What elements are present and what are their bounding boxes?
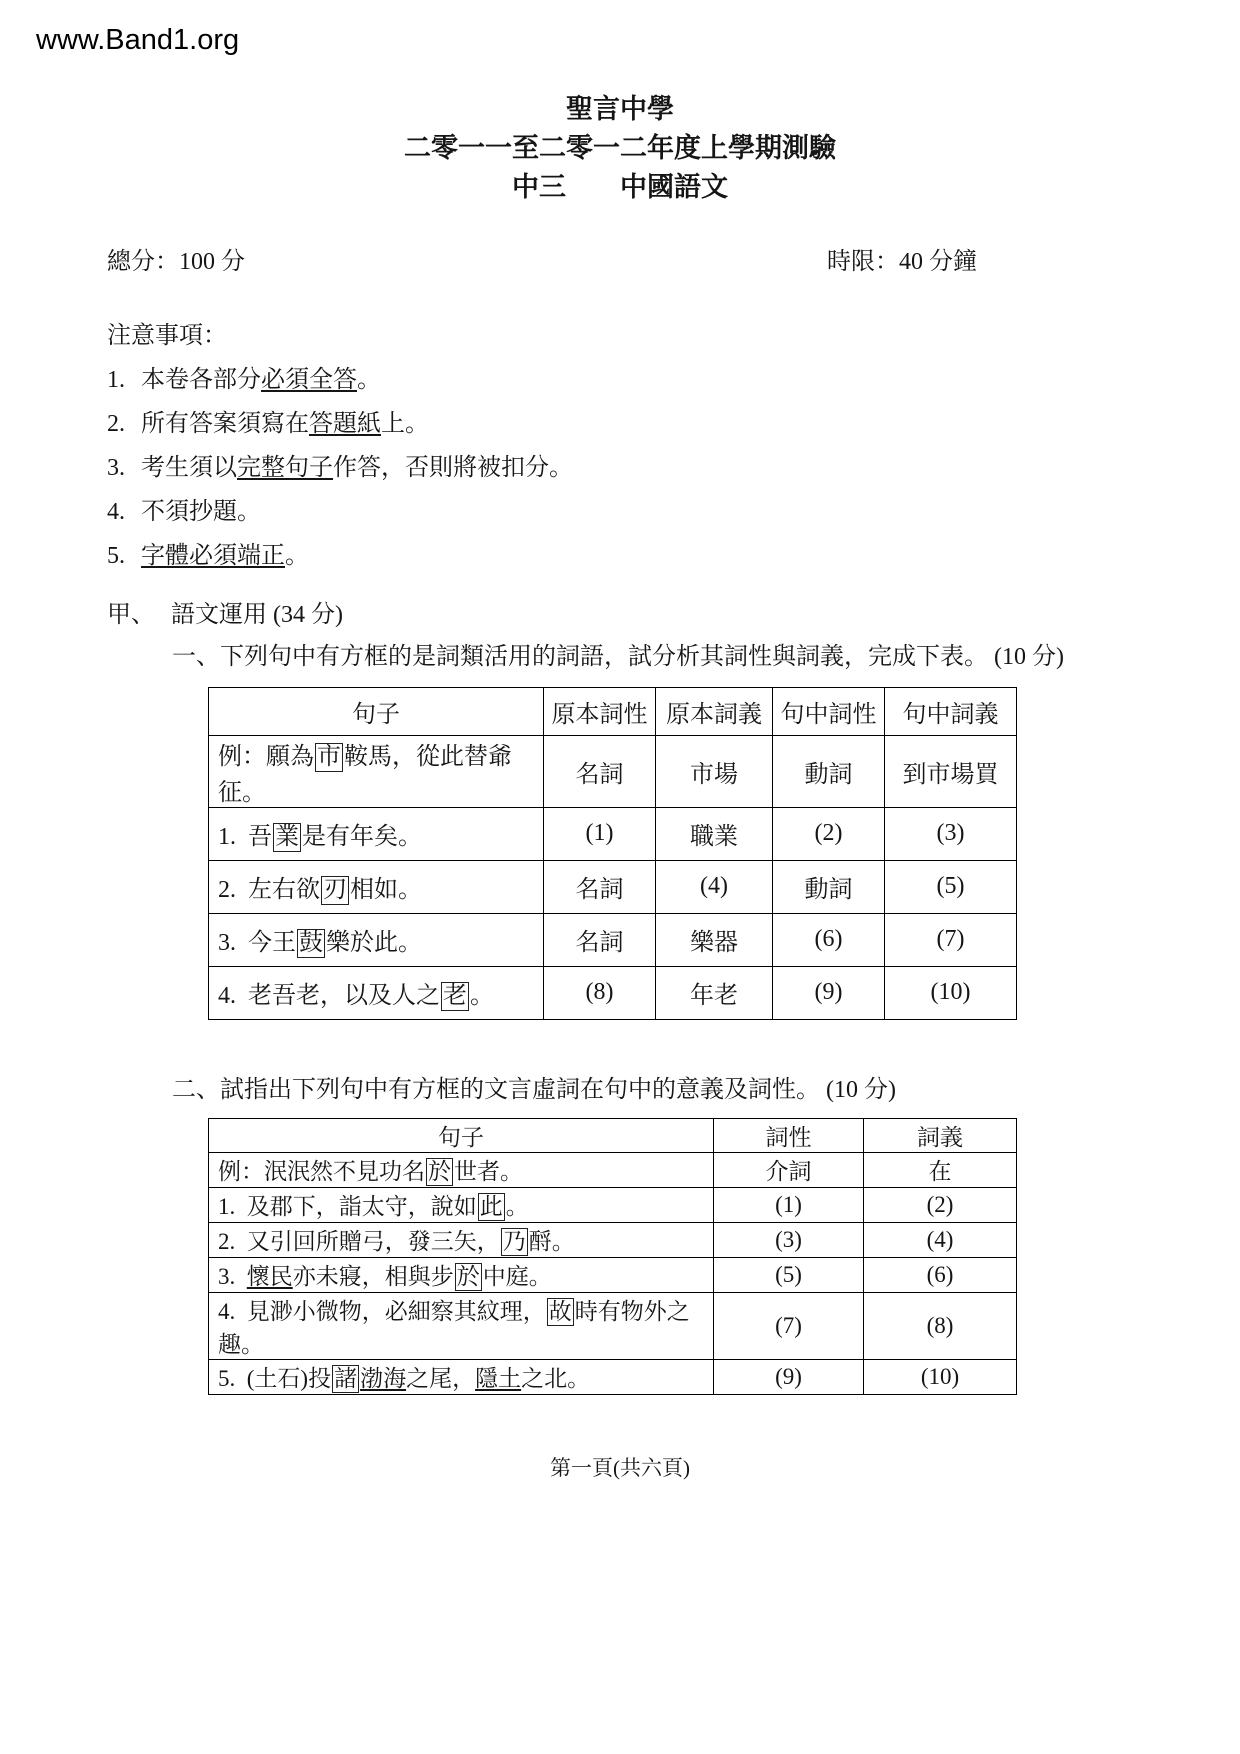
sentence-cell [209, 1359, 714, 1394]
marks-row [0, 247, 1240, 277]
sentence-cell [209, 736, 544, 808]
section-title: 語文運用 (34 分) [171, 602, 343, 628]
function-word-table [208, 1118, 1017, 1395]
note-text [141, 497, 261, 527]
school-name: 聖言中學 [566, 94, 674, 124]
table-row [209, 807, 1017, 860]
answer-cell: (1) [714, 1187, 864, 1222]
class-and-subject: 中三 中國語文 [512, 172, 728, 202]
text-segment: 所有答案須寫在 [141, 411, 309, 437]
note-item [107, 453, 1240, 483]
note-item [107, 365, 1240, 395]
sentence-cell [209, 913, 544, 966]
boxed-character: 於 [428, 1159, 451, 1185]
text-segment: 鞍馬，從此替爺征。 [218, 744, 512, 806]
boxed-character: 諸 [334, 1366, 358, 1392]
col-header-orig-pos: 原本詞性 [544, 688, 656, 736]
answer-cell: 樂器 [656, 913, 773, 966]
text-segment: 4. 見渺小微物，必細察其紋理， [218, 1298, 546, 1324]
exam-term: 二零一一至二零一二年度上學期測驗 [404, 133, 836, 163]
page-number-footer: 第一頁(共六頁) [550, 1456, 690, 1480]
note-text [141, 453, 573, 483]
answer-cell: 動詞 [773, 860, 885, 913]
answer-cell: (9) [773, 966, 885, 1019]
sentence-cell [209, 1292, 714, 1359]
text-segment: 。 [357, 367, 381, 393]
text-segment: 2. 左右欲 [218, 876, 320, 903]
text-segment: 3. [218, 1264, 247, 1290]
text-segment: 。 [285, 543, 309, 569]
text-segment: 世者。 [454, 1159, 523, 1185]
note-number: 3. [107, 455, 125, 481]
text-segment: 樂於此。 [326, 929, 422, 956]
answer-cell: 名詞 [544, 913, 656, 966]
sentence-cell [209, 966, 544, 1019]
answer-cell: (7) [714, 1292, 864, 1359]
sentence-cell [209, 1187, 714, 1222]
answer-cell: (6) [864, 1257, 1017, 1292]
text-segment: 是有年矣。 [302, 823, 422, 850]
answer-cell: (2) [773, 807, 885, 860]
table-row-example [209, 736, 1017, 808]
text-segment: 不須抄題。 [141, 499, 261, 525]
boxed-character: 此 [479, 1194, 503, 1220]
question-2-block [0, 1074, 1240, 1395]
note-number: 5. [107, 543, 125, 569]
answer-cell: (1) [544, 807, 656, 860]
text-segment: 。 [505, 1194, 529, 1220]
underlined-text: 字體必須端正 [141, 543, 285, 569]
text-segment: 相如。 [350, 876, 422, 903]
total-marks: 總分：100 分 [107, 249, 245, 275]
note-number: 4. [107, 499, 125, 525]
answer-cell: 動詞 [773, 736, 885, 808]
text-segment: 4. 老吾老，以及人之 [218, 982, 440, 1009]
answer-cell: (7) [885, 913, 1017, 966]
table-row [209, 1222, 1017, 1257]
text-segment: 之北。 [521, 1366, 591, 1392]
text-segment: 例：泯泯然不見功名 [218, 1159, 425, 1185]
text-segment: 亦未寢，相與步 [292, 1264, 454, 1290]
text-segment: 上。 [381, 411, 429, 437]
table-row [209, 966, 1017, 1019]
underlined-text: 答題紙 [309, 411, 381, 437]
note-text [141, 365, 381, 395]
answer-cell: (5) [714, 1257, 864, 1292]
text-segment: 時有物外之趣。 [218, 1298, 690, 1357]
answer-cell: 名詞 [544, 860, 656, 913]
underlined-text: 渤海 [360, 1366, 407, 1392]
col-header-in-sentence-meaning: 句中詞義 [885, 688, 1017, 736]
answer-cell: (2) [864, 1187, 1017, 1222]
boxed-character: 乃 [502, 1229, 526, 1255]
site-watermark: www.Band1.org [36, 24, 240, 56]
note-item [107, 497, 1240, 527]
text-segment: 酹。 [528, 1229, 575, 1255]
table-row [209, 1257, 1017, 1292]
answer-cell: (4) [864, 1222, 1017, 1257]
boxed-character: 老 [443, 982, 467, 1009]
question-1-prompt: 一、下列句中有方框的是詞類活用的詞語，試分析其詞性與詞義，完成下表。 (10 分) [172, 644, 1064, 670]
text-segment: 5. (土石)投 [218, 1366, 332, 1392]
text-segment: 之尾， [406, 1366, 476, 1392]
notes-section [0, 321, 1240, 571]
table-row [209, 1292, 1017, 1359]
answer-cell: (9) [714, 1359, 864, 1394]
table-row [209, 913, 1017, 966]
text-segment: 。 [470, 982, 494, 1009]
note-item [107, 541, 1240, 571]
note-text [141, 409, 429, 439]
note-text [141, 541, 309, 571]
section-label: 甲、 [107, 602, 155, 628]
col-header-in-sentence-pos: 句中詞性 [773, 688, 885, 736]
table-header-row [209, 1118, 1017, 1152]
text-segment: 1. 吾 [218, 823, 272, 850]
boxed-character: 鼓 [299, 929, 323, 956]
notes-title: 注意事項： [107, 323, 227, 349]
text-segment: 本卷各部分 [141, 367, 261, 393]
text-segment: 中庭。 [482, 1264, 552, 1290]
note-number: 1. [107, 367, 125, 393]
note-item [107, 409, 1240, 439]
question-2-prompt: 二、試指出下列句中有方框的文言虛詞在句中的意義及詞性。 (10 分) [172, 1076, 896, 1103]
underlined-text: 完整句子 [237, 455, 333, 481]
sentence-cell [209, 807, 544, 860]
answer-cell: (8) [864, 1292, 1017, 1359]
table-header-row [209, 688, 1017, 736]
boxed-character: 市 [317, 744, 341, 770]
answer-cell: 職業 [656, 807, 773, 860]
answer-cell: 到市場買 [885, 736, 1017, 808]
text-segment: 考生須以 [141, 455, 237, 481]
section-a-heading [0, 599, 1240, 631]
answer-cell: 年老 [656, 966, 773, 1019]
answer-cell: (3) [714, 1222, 864, 1257]
text-segment: 作答，否則將被扣分。 [333, 455, 573, 481]
table-row-example [209, 1152, 1017, 1187]
boxed-character: 業 [275, 823, 299, 850]
col-header-sentence: 句子 [209, 1118, 714, 1152]
answer-cell: (3) [885, 807, 1017, 860]
sentence-cell [209, 1257, 714, 1292]
answer-cell: 市場 [656, 736, 773, 808]
table-row [209, 860, 1017, 913]
answer-cell: (4) [656, 860, 773, 913]
answer-cell: 名詞 [544, 736, 656, 808]
col-header-pos: 詞性 [714, 1118, 864, 1152]
underlined-text: 懷民 [246, 1264, 293, 1290]
answer-cell: (5) [885, 860, 1017, 913]
table-row [209, 1187, 1017, 1222]
text-segment: 例：願為 [218, 744, 314, 770]
answer-cell: (10) [864, 1359, 1017, 1394]
answer-cell: 在 [864, 1152, 1017, 1187]
sentence-cell [209, 1222, 714, 1257]
answer-cell: (6) [773, 913, 885, 966]
time-limit: 時限：40 分鐘 [827, 249, 977, 275]
note-number: 2. [107, 411, 125, 437]
answer-cell: 介詞 [714, 1152, 864, 1187]
underlined-text: 隱土 [475, 1366, 522, 1392]
boxed-character: 於 [456, 1264, 480, 1290]
answer-cell: (8) [544, 966, 656, 1019]
sentence-cell [209, 1152, 714, 1187]
word-class-table [208, 687, 1017, 1020]
underlined-text: 必須全答 [261, 367, 357, 393]
col-header-meaning: 詞義 [864, 1118, 1017, 1152]
text-segment: 2. 又引回所贈弓，發三矢， [218, 1229, 500, 1255]
text-segment: 3. 今王 [218, 929, 296, 956]
boxed-character: 刃 [323, 876, 347, 903]
text-segment: 1. 及郡下，詣太守，說如 [218, 1194, 477, 1220]
col-header-orig-meaning: 原本詞義 [656, 688, 773, 736]
boxed-character: 故 [548, 1298, 572, 1324]
answer-cell: (10) [885, 966, 1017, 1019]
table-row [209, 1359, 1017, 1394]
col-header-sentence: 句子 [209, 688, 544, 736]
sentence-cell [209, 860, 544, 913]
